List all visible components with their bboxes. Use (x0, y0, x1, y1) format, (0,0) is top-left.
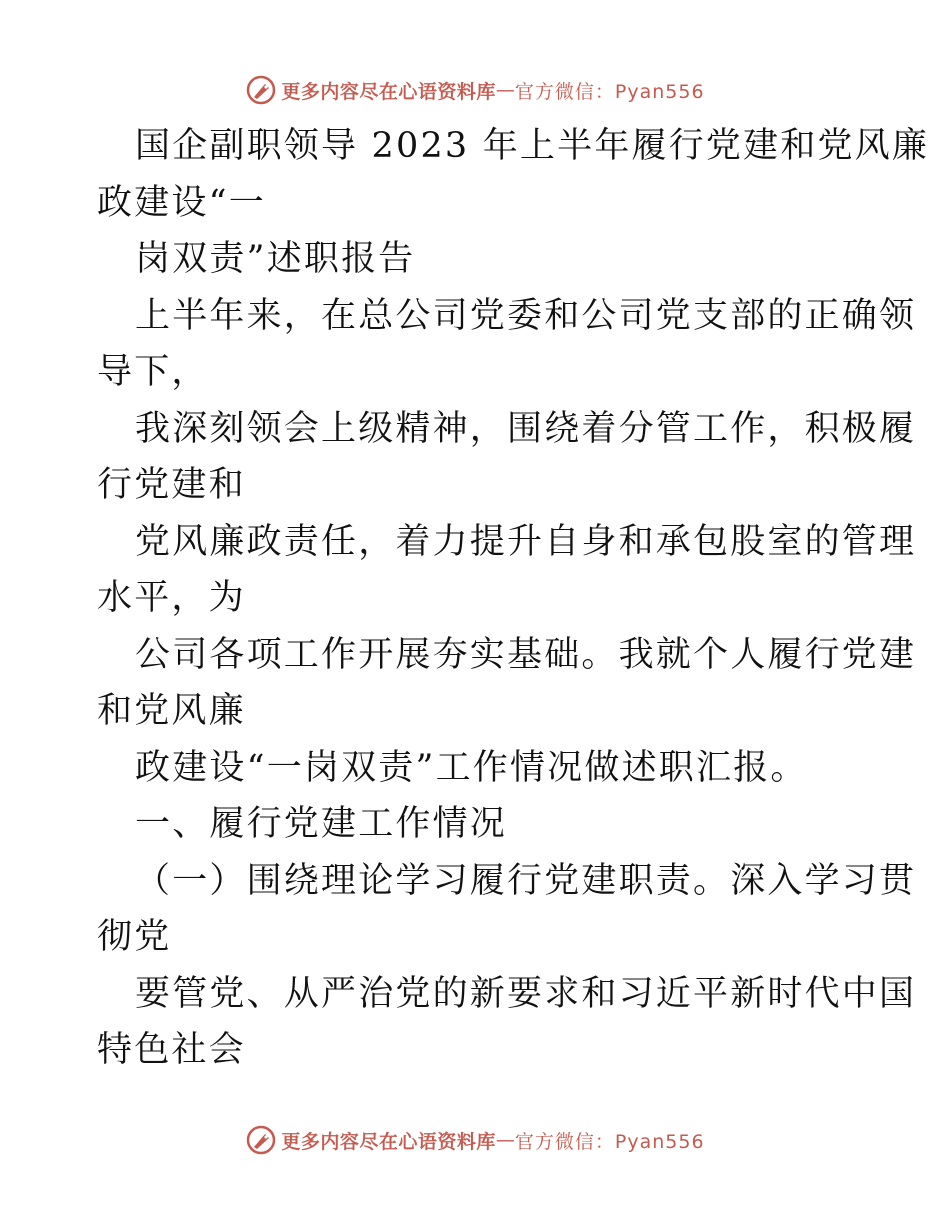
body-line: 水平，为 (97, 578, 246, 618)
watermark-wechat-text: 官方微信：Pyan556 (514, 1130, 705, 1153)
pen-nib-logo-icon (245, 1124, 277, 1156)
body-line: 行党建和 (97, 465, 246, 505)
header-watermark (0, 70, 950, 110)
body-line: 导下， (97, 352, 209, 392)
body-line: （一）围绕理论学习履行党建职责。深入学习贯 (135, 860, 917, 901)
body-line: 政建设“一 (97, 182, 266, 223)
body-line: 我深刻领会上级精神，围绕着分管工作，积极履 (135, 408, 917, 449)
watermark-wechat-text: 官方微信：Pyan556 (514, 80, 705, 103)
body-line: 彻党 (97, 917, 172, 957)
watermark-brand-text: 更多内容尽在心语资料库 (281, 1130, 496, 1153)
body-line: 和党风廉 (97, 691, 246, 731)
body-line: 公司各项工作开展夯实基础。我就个人履行党建 (135, 634, 917, 675)
body-line: 政建设“一岗双责”工作情况做述职汇报。 (135, 747, 808, 788)
body-line: 特色社会 (97, 1030, 246, 1070)
body-line: 上半年来，在总公司党委和公司党支部的正确领 (135, 295, 917, 336)
document-body (97, 118, 930, 1079)
watermark-separator: — (495, 1129, 515, 1151)
pen-nib-logo-icon (245, 74, 277, 106)
watermark-separator: — (495, 79, 515, 101)
body-line: 党风廉政责任，着力提升自身和承包股室的管理 (135, 521, 917, 562)
body-line: 一、履行党建工作情况 (135, 804, 508, 844)
watermark-brand-text: 更多内容尽在心语资料库 (281, 80, 496, 103)
footer-watermark (0, 1120, 950, 1160)
body-line: 岗双责”述职报告 (135, 239, 416, 279)
body-line: 要管党、从严治党的新要求和习近平新时代中国 (135, 973, 917, 1014)
body-line: 国企副职领导 2023 年上半年履行党建和党风廉 (135, 126, 930, 166)
